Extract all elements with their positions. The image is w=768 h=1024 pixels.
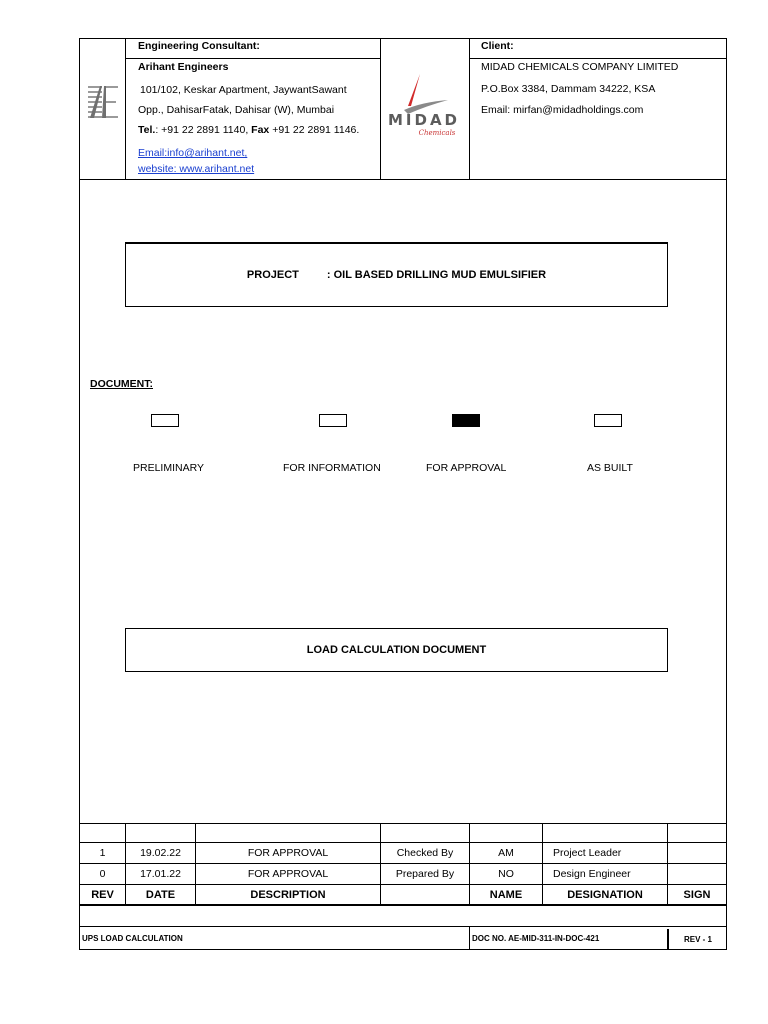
column-header-date: DATE	[125, 884, 196, 906]
table-row-date: 17.01.22	[125, 863, 196, 885]
table-row-sign	[667, 863, 727, 885]
client-name: MIDAD CHEMICALS COMPANY LIMITED	[481, 61, 679, 73]
footer-revision: REV - 1	[683, 934, 712, 944]
for-approval-checkbox[interactable]	[452, 414, 480, 427]
as-built-checkbox[interactable]	[594, 414, 622, 427]
column-header-sign: SIGN	[667, 884, 727, 906]
consultant-address-line1: 101/102, Keskar Apartment, JaywantSawant	[140, 84, 347, 96]
column-header-name: NAME	[469, 884, 543, 906]
midad-logo-subtext: Chemicals	[418, 129, 456, 137]
client-heading: Client:	[481, 40, 514, 52]
consultant-website-link[interactable]: website: www.arihant.net	[138, 163, 255, 175]
footer-doc-number: DOC NO. AE-MID-311-IN-DOC-421	[472, 934, 600, 943]
document-heading: DOCUMENT:	[90, 378, 153, 390]
document-title-box	[125, 628, 668, 672]
table-row-description: FOR APPROVAL	[195, 842, 381, 864]
preliminary-checkbox[interactable]	[151, 414, 179, 427]
table-row-name: AM	[469, 842, 543, 864]
table-row-name: NO	[469, 863, 543, 885]
table-row-rev: 1	[79, 842, 126, 864]
for-approval-label: FOR APPROVAL	[426, 462, 507, 474]
arihant-logo	[86, 80, 120, 124]
as-built-label: AS BUILT	[587, 462, 633, 474]
table-row-sign	[667, 842, 727, 864]
table-row-role: Prepared By	[380, 863, 470, 885]
for-information-label: FOR INFORMATION	[283, 462, 381, 474]
consultant-heading: Engineering Consultant:	[138, 40, 260, 52]
midad-logo	[382, 66, 466, 146]
table-row-designation: Project Leader	[542, 842, 668, 864]
consultant-name: Arihant Engineers	[138, 61, 229, 73]
column-header-description: DESCRIPTION	[195, 884, 381, 906]
consultant-email-link[interactable]: Email:info@arihant.net,	[138, 147, 248, 159]
client-address: P.O.Box 3384, Dammam 34222, KSA	[481, 83, 656, 95]
footer-document-name: UPS LOAD CALCULATION	[82, 934, 183, 943]
project-box	[125, 242, 668, 307]
table-row-description: FOR APPROVAL	[195, 863, 381, 885]
consultant-phone: Tel.: +91 22 2891 1140, Fax +91 22 2891 1146.	[138, 124, 360, 136]
project-value: : OIL BASED DRILLING MUD EMULSIFIER	[326, 269, 547, 281]
document-title: LOAD CALCULATION DOCUMENT	[306, 644, 487, 656]
client-email: Email: mirfan@midadholdings.com	[481, 104, 644, 116]
column-header-rev: REV	[79, 884, 126, 906]
table-row-role: Checked By	[380, 842, 470, 864]
project-label: PROJECT	[246, 269, 299, 281]
table-row-rev: 0	[79, 863, 126, 885]
midad-logo-text: MIDAD	[387, 111, 461, 129]
table-row-designation: Design Engineer	[542, 863, 668, 885]
column-header-role	[380, 884, 470, 906]
consultant-address-line2: Opp., DahisarFatak, Dahisar (W), Mumbai	[138, 104, 335, 116]
table-row-date: 19.02.22	[125, 842, 196, 864]
preliminary-label: PRELIMINARY	[133, 462, 204, 474]
for-information-checkbox[interactable]	[319, 414, 347, 427]
column-header-designation: DESIGNATION	[542, 884, 668, 906]
